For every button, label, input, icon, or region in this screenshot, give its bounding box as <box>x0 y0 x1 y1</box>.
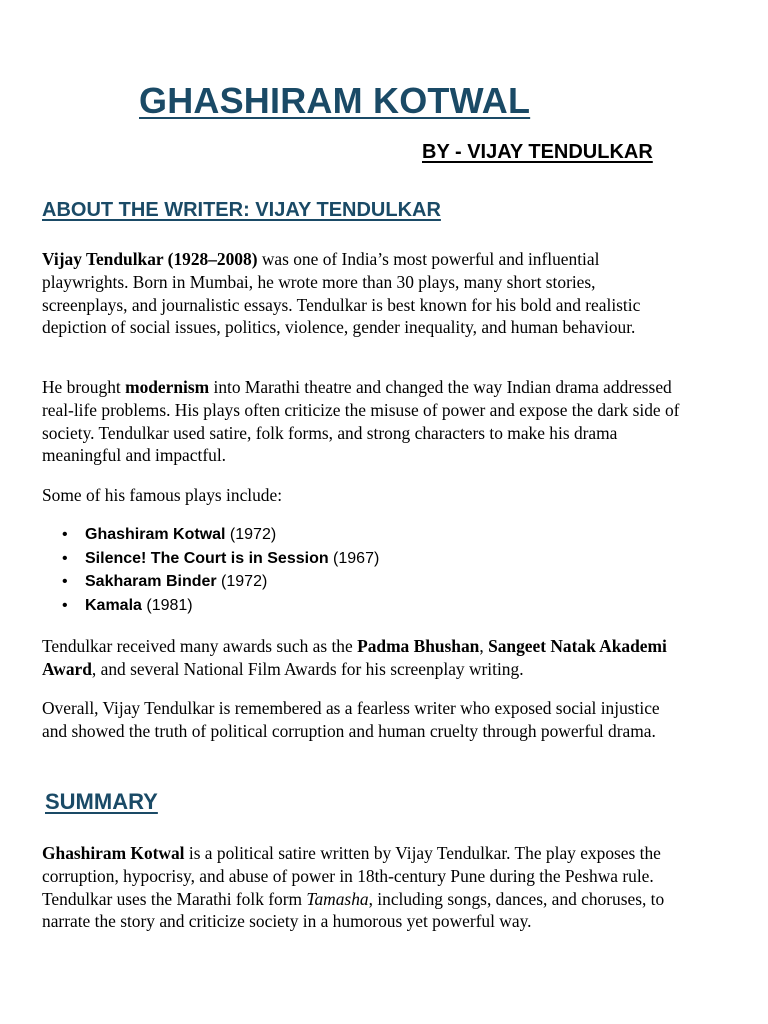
about-heading: ABOUT THE WRITER: VIJAY TENDULKAR <box>42 199 441 221</box>
awards-paragraph-a: Tendulkar received many awards such as the <box>42 636 358 656</box>
document-title: GHASHIRAM KOTWAL <box>139 80 531 121</box>
play-title-bold: Ghashiram Kotwal <box>42 843 185 863</box>
play-name: Silence! The Court is in Session <box>85 549 329 567</box>
about-paragraph-2-a: He brought <box>42 377 126 397</box>
about-paragraph-2 <box>42 376 682 467</box>
award-padma-bhushan: Padma Bhushan <box>357 636 480 656</box>
author-byline: BY - VIJAY TENDULKAR <box>422 141 653 163</box>
overall-paragraph: Overall, Vijay Tendulkar is remembered as a fearless writer who exposed social injustice and showed the truth of political corruption and human cruelty through powerful drama. <box>42 698 660 741</box>
list-item <box>42 547 379 571</box>
play-name: Kamala <box>85 596 142 614</box>
awards-paragraph-b: , and several National Film Awards for his screenplay writing. <box>91 658 524 679</box>
bullet-icon: • <box>62 596 68 614</box>
about-paragraph-1-text: was one of India’s most powerful and influential playwrights. Born in Mumbai, he wrote more than 30 plays, many short stories, screenplays, and journalistic essays. Tendulkar is best known for his bold and realistic depiction of social issues, politics, violence, gender inequality, and human behaviour. <box>42 249 641 338</box>
summary-paragraph <box>42 842 682 933</box>
plays-list <box>42 523 379 617</box>
tamasha-term: Tamasha <box>306 888 369 909</box>
play-year: (1981) <box>141 596 193 614</box>
modernism-term: modernism <box>125 377 210 397</box>
summary-paragraph-b: , including songs, dances, and choruses, to narrate the story and criticize society in a humorous yet powerful way. <box>42 888 665 932</box>
bullet-icon: • <box>62 549 68 567</box>
bullet-icon: • <box>62 573 68 591</box>
awards-paragraph <box>42 635 682 681</box>
summary-paragraph-a: is a political satire written by Vijay Tendulkar. The play exposes the corruption, hypocrisy, and abuse of power in 18th-century Pune during the Peshwa rule. Tendulkar uses the Marathi folk form <box>42 843 661 909</box>
list-item <box>42 523 379 547</box>
play-year: (1972) <box>216 573 268 591</box>
about-paragraph-1 <box>42 248 682 339</box>
play-year: (1972) <box>225 526 277 543</box>
play-year: (1967) <box>328 549 380 567</box>
about-paragraph-2-b: into Marathi theatre and changed the way Indian drama addressed real-life problems. His plays often criticize the misuse of power and expose the dark side of society. Tendulkar used satire, folk forms, and strong characters to make his drama meaningful and impactful. <box>42 377 680 466</box>
writer-name-dates: Vijay Tendulkar (1928–2008) <box>42 249 258 269</box>
list-item <box>42 570 379 594</box>
summary-heading: SUMMARY <box>45 789 158 814</box>
plays-intro: Some of his famous plays include: <box>42 485 283 505</box>
play-name: Sakharam Binder <box>85 573 217 591</box>
list-item <box>42 594 379 618</box>
play-name: Ghashiram Kotwal <box>85 526 226 543</box>
awards-separator: , <box>479 636 489 656</box>
award-sangeet-natak: Sangeet Natak Akademi Award <box>42 636 667 679</box>
bullet-icon: • <box>62 526 68 543</box>
